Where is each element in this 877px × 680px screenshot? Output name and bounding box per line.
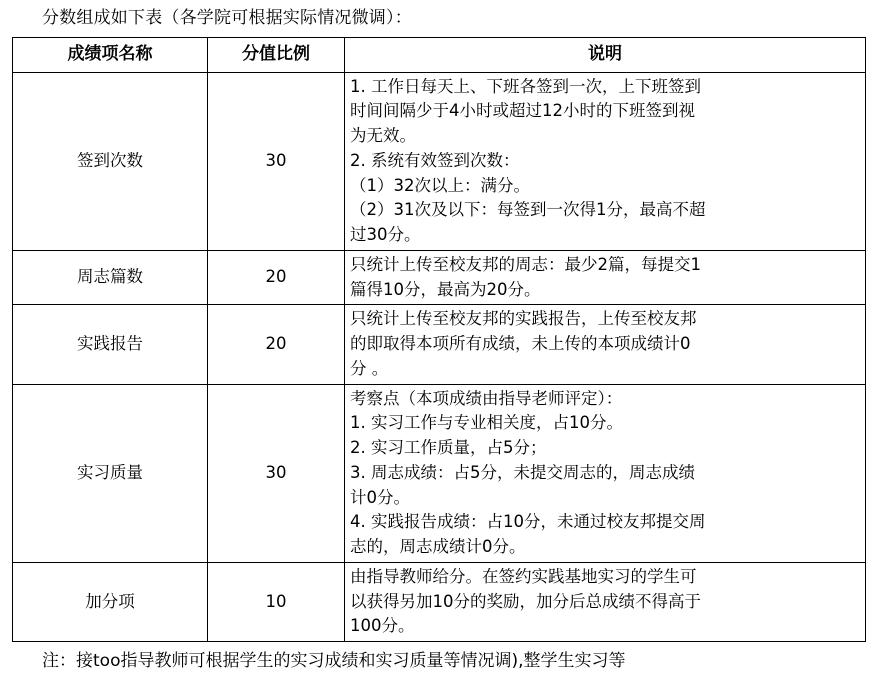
cell-item-description xyxy=(345,384,866,562)
score-composition-table xyxy=(12,37,866,643)
table-body xyxy=(13,72,866,642)
desc-line: 篇得10分，最高为20分。 xyxy=(350,279,541,299)
desc-line: （2）31次及以下：每签到一次得1分，最高不超 xyxy=(350,200,706,220)
desc-line: 由指导教师给分。在签约实践基地实习的学生可 xyxy=(350,566,697,586)
desc-line: 2. 系统有效签到次数： xyxy=(350,150,520,170)
cell-item-name: 签到次数 xyxy=(13,72,208,250)
cell-item-description xyxy=(345,250,866,305)
intro-paragraph: 分数组成如下表（各学院可根据实际情况微调）： xyxy=(42,8,412,28)
cell-item-description xyxy=(345,305,866,384)
table-row xyxy=(13,562,866,641)
desc-line: （1）32次以上：满分。 xyxy=(350,175,530,195)
cell-item-ratio: 10 xyxy=(208,562,345,641)
desc-line: 志的，周志成绩计0分。 xyxy=(350,537,526,556)
column-header-name: 成绩项名称 xyxy=(13,37,208,72)
desc-line: 2. 实习工作质量，占5分； xyxy=(350,438,547,457)
cell-item-name: 加分项 xyxy=(13,562,208,641)
cell-item-ratio: 30 xyxy=(208,72,345,250)
cell-item-description xyxy=(345,562,866,641)
table-row xyxy=(13,305,866,384)
desc-line: 过30分。 xyxy=(350,225,421,244)
footnote-paragraph: 注：接too指导教师可根据学生的实习成绩和实习质量等情况调),整学生实习等 xyxy=(42,651,626,671)
column-header-ratio: 分值比例 xyxy=(208,37,345,72)
cell-item-ratio: 30 xyxy=(208,384,345,562)
cell-item-description xyxy=(345,72,866,250)
desc-line: 考察点（本项成绩由指导老师评定）： xyxy=(350,388,623,408)
cell-item-name: 实习质量 xyxy=(13,384,208,562)
desc-line: 100分。 xyxy=(350,616,415,636)
desc-line: 时间间隔少于4小时或超过12小时的下班签到视 xyxy=(350,101,695,121)
desc-line: 的即取得本项所有成绩，未上传的本项成绩计0 xyxy=(350,334,691,353)
table-row xyxy=(13,72,866,250)
table-header-row xyxy=(13,37,866,72)
cell-item-ratio: 20 xyxy=(208,250,345,305)
desc-line: 计0分。 xyxy=(350,487,410,507)
desc-line: 3. 周志成绩：占5分，未提交周志的，周志成绩 xyxy=(350,462,695,482)
desc-line: 以获得另加10分的奖励，加分后总成绩不得高于 xyxy=(350,591,701,611)
desc-line: 只统计上传至校友邦的实践报告，上传至校友邦 xyxy=(350,309,697,329)
cell-item-name: 周志篇数 xyxy=(13,250,208,305)
desc-line: 4. 实践报告成绩：占10分，未通过校友邦提交周 xyxy=(350,512,706,532)
desc-line: 为无效。 xyxy=(350,126,416,145)
table-row xyxy=(13,384,866,562)
desc-line: 只统计上传至校友邦的周志：最少2篇，每提交1 xyxy=(350,254,701,274)
desc-line: 1. 工作日每天上、下班各签到一次，上下班签到 xyxy=(350,76,701,96)
cell-item-ratio: 20 xyxy=(208,305,345,384)
desc-line: 1. 实习工作与专业相关度，占10分。 xyxy=(350,413,623,433)
desc-line: 分 。 xyxy=(350,358,389,378)
table-row xyxy=(13,250,866,305)
cell-item-name: 实践报告 xyxy=(13,305,208,384)
column-header-description: 说明 xyxy=(345,37,866,72)
